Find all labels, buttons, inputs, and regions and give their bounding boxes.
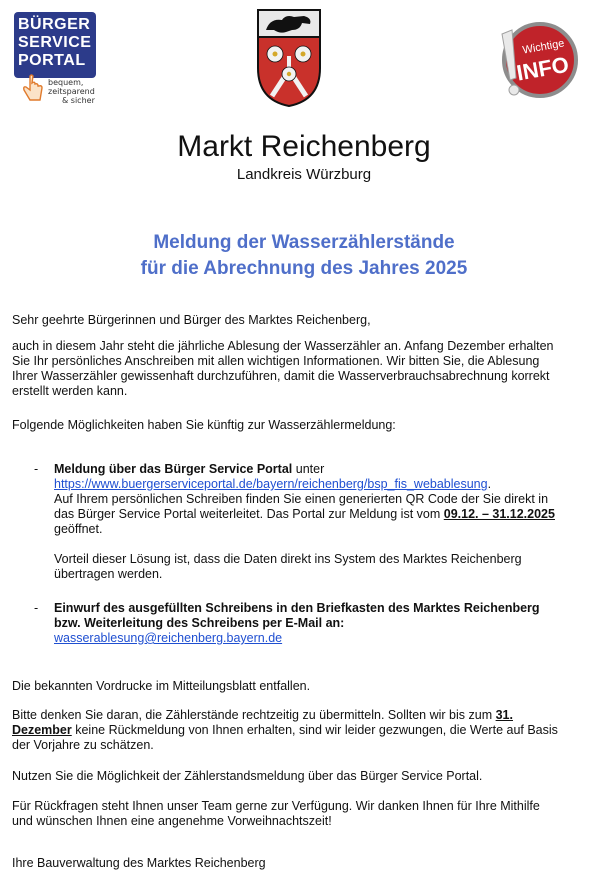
notice-headline (0, 230, 608, 282)
page-title: Markt Reichenberg (177, 130, 431, 163)
info-badge-line1: Wichtige (521, 37, 566, 57)
coat-of-arms-icon (256, 8, 322, 108)
bullet-portal (54, 462, 594, 582)
bsp-tagline-2: zeitsparend (48, 87, 95, 96)
reminder-text: Bitte denken Sie daran, die Zählerstände rechtzeitig zu übermitteln. Sollten wir bis zum (12, 708, 496, 722)
bullet-portal-title: Meldung über das Bürger Service Portal (54, 462, 293, 476)
bullet-portal-after: unter (292, 462, 325, 476)
advantage-line: Vorteil dieser Lösung ist, dass die Daten direkt ins System des Marktes Reichenberg (54, 552, 522, 566)
pointing-hand-icon (20, 74, 46, 104)
reminder-date: 31. (495, 708, 513, 722)
bullet-portal-line: Auf Ihrem persönlichen Schreiben finden Sie einen generierten QR Code der Sie direkt in (54, 492, 549, 506)
bsp-logo-box (14, 12, 96, 78)
use-portal-note: Nutzen Sie die Möglichkeit der Zählerstandsmeldung über das Bürger Service Portal. (12, 769, 483, 783)
questions-paragraph (12, 799, 594, 829)
bsp-tagline-3: & sicher (62, 96, 95, 105)
advantage-line: übertragen werden. (54, 567, 163, 581)
questions-line: und wünschen Ihnen eine angenehme Vorweihnachtszeit! (12, 814, 332, 828)
buerger-service-portal-logo (14, 12, 110, 108)
bullet-portal-line: geöffnet. (54, 522, 103, 536)
email-link[interactable]: wasserablesung@reichenberg.bayern.de (54, 631, 283, 645)
signature: Ihre Bauverwaltung des Marktes Reichenberg (12, 856, 266, 870)
forms-note: Die bekannten Vordrucke im Mitteilungsblatt entfallen. (12, 679, 311, 693)
greeting: Sehr geehrte Bürgerinnen und Bürger des Marktes Reichenberg, (12, 313, 371, 327)
bullet-mailbox-title2: bzw. Weiterleitung des Schreibens per E-Mail an: (54, 616, 345, 630)
reminder-paragraph (12, 708, 594, 753)
bsp-logo-line2: SERVICE (18, 34, 92, 51)
bullet-dash: - (34, 601, 39, 615)
info-badge-line2: INFO (514, 51, 571, 86)
bsp-logo-line1: BÜRGER (18, 16, 91, 33)
intro-paragraph (12, 339, 594, 399)
bsp-logo-line3: PORTAL (18, 52, 86, 69)
portal-link-dot: . (487, 477, 492, 491)
headline-line1: Meldung der Wasserzählerstände (153, 232, 455, 253)
bullet-dash: - (34, 462, 39, 476)
portal-open-dates: 09.12. – 31.12.2025 (443, 507, 555, 521)
reminder-date-month: Dezember (12, 723, 72, 737)
bullet-portal-line: das Bürger Service Portal weiterleitet. Das Portal zur Meldung ist vom (54, 507, 444, 521)
reminder-text: der Vorjahre zu schätzen. (12, 738, 154, 752)
bullet-mailbox (54, 601, 594, 646)
options-intro: Folgende Möglichkeiten haben Sie künftig zur Wasserzählermeldung: (12, 418, 396, 432)
intro-line: Sie Ihr persönliches Anschreiben mit allen wichtigen Informationen. Wir bitten Sie, die Ablesung (12, 354, 540, 368)
questions-line: Für Rückfragen steht Ihnen unser Team gerne zur Verfügung. Wir danken Ihnen für Ihre Mithilfe (12, 799, 540, 813)
portal-link[interactable]: https://www.buergerserviceportal.de/bayern/reichenberg/bsp_fis_webablesung (54, 477, 488, 491)
page-subtitle: Landkreis Würzburg (236, 166, 372, 183)
intro-line: erstellt werden kann. (12, 384, 128, 398)
headline-line2: für die Abrechnung des Jahres 2025 (140, 258, 468, 279)
bsp-tagline-1: bequem, (48, 78, 84, 87)
wichtige-info-badge (492, 18, 584, 100)
bullet-mailbox-title: Einwurf des ausgefüllten Schreibens in den Briefkasten des Marktes Reichenberg (54, 601, 540, 615)
intro-line: auch in diesem Jahr steht die jährliche Ablesung der Wasserzähler an. Anfang Dezember erhalten (12, 339, 554, 353)
reminder-text: keine Rückmeldung von Ihnen erhalten, sind wir leider gezwungen, die Werte auf Basis (71, 723, 558, 737)
intro-line: Ihrer Wasserzähler gewissenhaft durchzuführen, damit die Wasserverbrauchsabrechnung korrekt (12, 369, 550, 383)
exclamation-badge-icon (492, 18, 584, 100)
